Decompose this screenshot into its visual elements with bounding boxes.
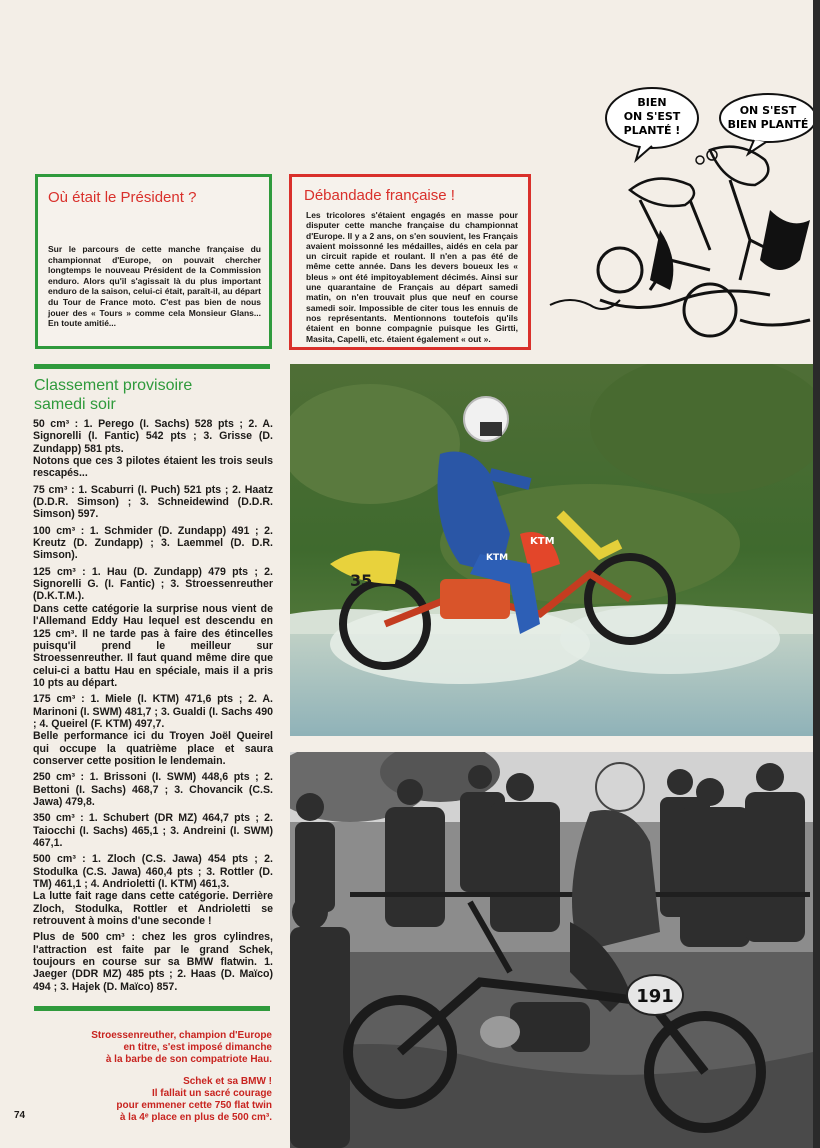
caption2-line: pour emmener cette 750 flat twin: [116, 1100, 272, 1111]
result-entry: Plus de 500 cm³ : chez les gros cylindres, l'attraction est faite par le grand Schek, toujours en course sur sa BMW flatwin. 1. Jaeger (DDR MZ) 485 pts ; 2. Haas (D. Maïco) 494 ; 3. Hajek (D. Maïco) 857.: [33, 931, 273, 993]
caption-color-photo: [40, 1030, 272, 1066]
president-box-text: Sur le parcours de cette manche française du championnat d'Europe, on pouvait chercher longtemps le nouveau Président de la Commission enduro. Alors qu'il s'agissait là du plus important enduro de la saison, celui-ci était, paraît-il, au départ du Tour de France moto. C'est pas bien de nous jouer des « Tours » comme cela Monsieur Glans... En toute amitié...: [48, 244, 261, 329]
result-note: La lutte fait rage dans cette catégorie. Derrière Zloch, Stodulka, Rottler et Andrioletti se retrouvent à moins d'une seconde !: [33, 890, 273, 928]
result-note: Dans cette catégorie la surprise nous vient de l'Allemand Eddy Hau lequel est descendu en 125 cm³. Il ne tarde pas à faire des étincelles puisqu'il prend le meilleur sur Stroessenreuther. Il faut quand même dire que celui-ci a battu Hau en spéciale, mais il a pris 10 pts au départ.: [33, 602, 273, 689]
caption1-line: à la barbe de son compatriote Hau.: [105, 1054, 272, 1065]
debandade-box: [289, 174, 531, 350]
number-plate-color: 35: [350, 571, 373, 590]
president-box: [35, 174, 272, 349]
page-edge-shadow: [813, 0, 820, 1148]
caption2-line: Il fallait un sacré courage: [151, 1088, 272, 1099]
classement-title: [34, 376, 192, 414]
caption1-line: en titre, s'est imposé dimanche: [123, 1042, 272, 1053]
bubble2-line2: BIEN PLANTÉ: [727, 118, 809, 131]
caption2-line: à la 4ᵉ place en plus de 500 cm³.: [119, 1112, 272, 1123]
photo-schek-bmw: [290, 752, 813, 1148]
tank-label: KTM: [530, 536, 555, 547]
result-entry: 50 cm³ : 1. Perego (I. Sachs) 528 pts ; 2. A. Signorelli (I. Fantic) 542 pts ; 3. Grisse (D. Zundapp) 581 pts.: [33, 418, 273, 455]
section-divider-top: [34, 364, 270, 369]
result-entry: 100 cm³ : 1. Schmider (D. Zundapp) 491 ; 2. Kreutz (D. Zundapp) ; 3. Laemmel (D. D.R. Simson).: [33, 524, 273, 562]
results-list: [33, 418, 273, 993]
result-entry: 175 cm³ : 1. Miele (I. KTM) 471,6 pts ; 2. A. Marinoni (I. SWM) 481,7 ; 3. Gualdi (I. Sachs 490 ; 4. Queirel (F. KTM) 497,7.: [33, 693, 273, 730]
result-entry: 350 cm³ : 1. Schubert (DR MZ) 464,7 pts ; 2. Taiocchi (I. Sachs) 465,1 ; 3. Andreini (I. SWM) 467,1.: [33, 812, 273, 849]
president-box-title: Où était le Président ?: [48, 189, 197, 206]
photo-rider-water-crossing: [290, 364, 813, 736]
result-entry: 125 cm³ : 1. Hau (D. Zundapp) 479 pts ; 2. Signorelli G. (I. Fantic) ; 3. Stroessenreuther (D.K.T.M.).: [33, 565, 273, 603]
classement-title-line2: samedi soir: [34, 396, 116, 413]
page-number: 74: [14, 1110, 26, 1121]
bubble1-line1: BIEN: [637, 96, 667, 109]
bubble2-line1: ON S'EST: [739, 104, 797, 117]
debandade-box-text: Les tricolores s'étaient engagés en masse pour disputer cette manche française du championnat d'Europe. Il y a 2 ans, on s'en souvient, les Français avaient moissonné les médailles, aidés en cela par un circuit rapide et roulant. Il n'en a pas été de même cette année. Dans les devers boueux les « bleus » ont été impitoyablement décimés. Ainsi sur une quarantaine de Français au départ samedi matin, on n'en trouvait plus que neuf en course samedi soir. Impossible de citer tous les ennuis de nos représentants. Mentionnons toutefois qu'ils étaient en bonne compagnie puisque les Girtti, Masita, Capelli, etc. étaient également « out ».: [306, 210, 518, 344]
result-entry: 75 cm³ : 1. Scaburri (I. Puch) 521 pts ; 2. Haatz (D.D.R. Simson) ; 3. Schneidewind (D.D.R. Simson) 597.: [33, 483, 273, 521]
pants-label: KTM: [486, 553, 509, 563]
result-entry: 250 cm³ : 1. Brissoni (I. SWM) 448,6 pts ; 2. Bettoni (I. Sachs) 468,7 ; 3. Chovancik (C.S. Jawa) 479,8.: [33, 771, 273, 808]
bubble1-line2: ON S'EST: [623, 110, 681, 123]
number-plate-bw: 191: [636, 986, 674, 1007]
section-divider-bottom: [34, 1006, 270, 1011]
result-entry: 500 cm³ : 1. Zloch (C.S. Jawa) 454 pts ; 2. Stodulka (C.S. Jawa) 460,4 pts ; 3. Rottler (D. TM) 461,1 ; 4. Andrioletti (I. KTM) 461,3.: [33, 853, 273, 891]
bubble1-line3: PLANTÉ !: [623, 124, 681, 137]
cartoon-illustration: [540, 80, 818, 350]
caption2-line: Schek et sa BMW !: [183, 1076, 272, 1087]
caption-bw-photo: [40, 1076, 272, 1124]
debandade-box-title: Débandade française !: [304, 187, 455, 204]
classement-title-line1: Classement provisoire: [34, 377, 193, 394]
result-note: Belle performance ici du Troyen Joël Queirel qui occupe la quatrième place et saura conserver cette position le lendemain.: [33, 730, 273, 767]
caption1-line: Stroessenreuther, champion d'Europe: [91, 1030, 272, 1041]
result-note: Notons que ces 3 pilotes étaient les trois seuls rescapés...: [33, 455, 273, 480]
